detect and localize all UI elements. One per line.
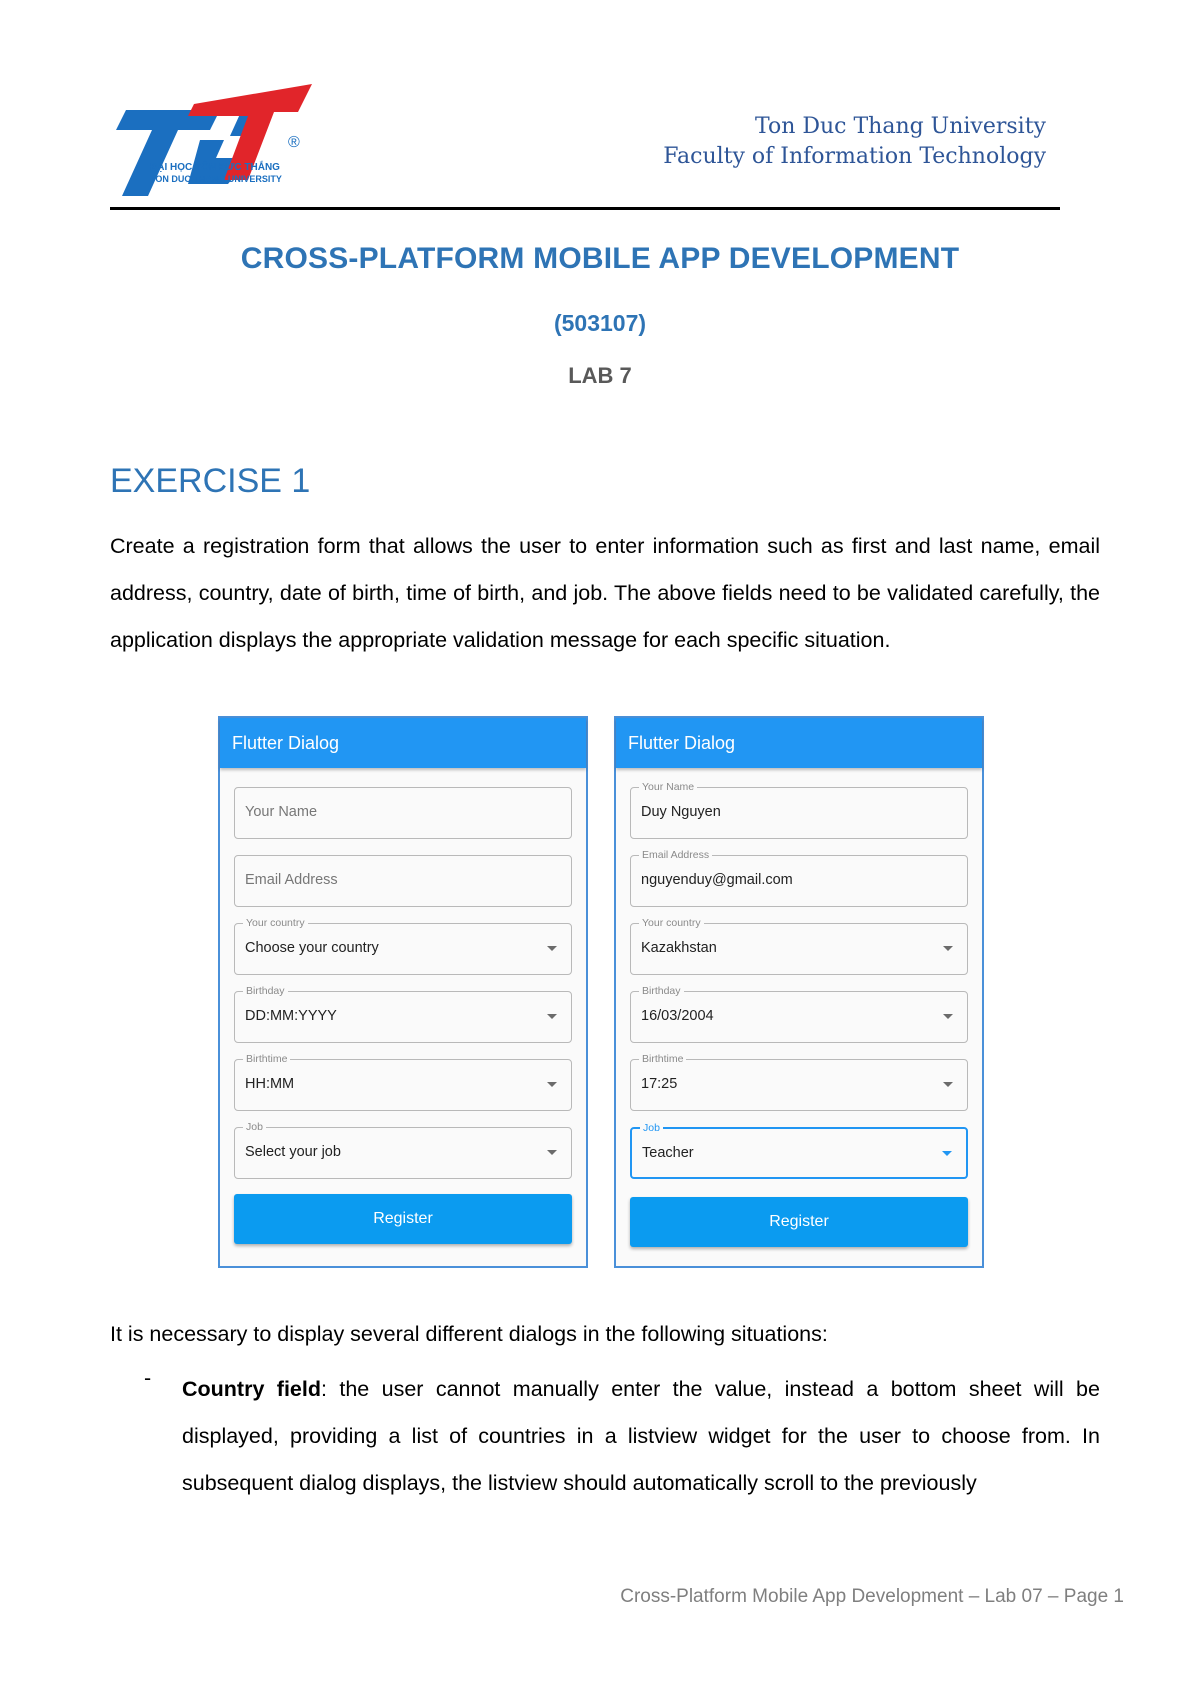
country-value: Kazakhstan — [641, 940, 717, 956]
register-button[interactable]: Register — [630, 1197, 968, 1247]
country-label: Your country — [243, 916, 308, 930]
name-value: Duy Nguyen — [641, 804, 721, 820]
header-divider — [110, 207, 1060, 210]
name-field[interactable] — [630, 781, 968, 839]
email-value: nguyenduy@gmail.com — [641, 872, 793, 888]
university-name: Ton Duc Thang University — [754, 114, 1046, 139]
dropdown-arrow-icon — [943, 1082, 953, 1087]
birthday-value: 16/03/2004 — [641, 1008, 714, 1024]
birthday-value: DD:MM:YYYY — [245, 1008, 337, 1024]
course-code: (503107) — [553, 310, 647, 336]
birthday-dropdown[interactable] — [630, 985, 968, 1043]
country-label: Your country — [639, 916, 704, 930]
birthday-label: Birthday — [639, 984, 684, 998]
lab-number: LAB 7 — [568, 363, 632, 388]
birthday-label: Birthday — [243, 984, 288, 998]
country-dropdown[interactable] — [630, 917, 968, 975]
dropdown-arrow-icon — [942, 1151, 952, 1156]
university-logo — [108, 82, 318, 200]
logo-text-vietnamese: ĐẠI HỌC TÔN ĐỨC THẮNG — [150, 162, 280, 173]
dropdown-arrow-icon — [547, 1150, 557, 1155]
email-placeholder: Email Address — [245, 872, 338, 888]
app-bar: Flutter Dialog — [616, 718, 982, 768]
email-field[interactable] — [630, 849, 968, 907]
birthtime-value: 17:25 — [641, 1076, 678, 1092]
dropdown-arrow-icon — [547, 1082, 557, 1087]
faculty-name: Faculty of Information Technology — [663, 144, 1046, 169]
name-placeholder: Your Name — [245, 804, 318, 820]
birthtime-dropdown[interactable] — [630, 1053, 968, 1111]
job-value: Teacher — [642, 1145, 694, 1161]
name-field[interactable] — [234, 787, 572, 839]
country-value: Choose your country — [245, 940, 379, 956]
screenshot-filled-form — [614, 716, 984, 1268]
dropdown-arrow-icon — [547, 1014, 557, 1019]
app-bar: Flutter Dialog — [220, 718, 586, 768]
registered-mark: ® — [288, 134, 300, 151]
bullet-term: Country field — [182, 1377, 321, 1401]
name-label: Your Name — [639, 780, 697, 794]
course-title: CROSS-PLATFORM MOBILE APP DEVELOPMENT — [240, 242, 960, 275]
country-dropdown[interactable] — [234, 917, 572, 975]
job-dropdown[interactable] — [630, 1122, 968, 1179]
birthtime-label: Birthtime — [639, 1052, 686, 1066]
birthday-dropdown[interactable] — [234, 985, 572, 1043]
situations-intro: It is necessary to display several different dialogs in the following situations: — [110, 1322, 828, 1346]
bullet-text: : the user cannot manually enter the value, instead a bottom sheet will be displayed, providing a list of countries in a listview widget for the user to choose from. In subsequent dialog displays, the listview should automatically scroll to the previously — [182, 1377, 1100, 1495]
country-field-bullet — [182, 1366, 1100, 1507]
email-label: Email Address — [639, 848, 712, 862]
logo-text-english: TON DUC THANG UNIVERSITY — [150, 174, 282, 184]
dropdown-arrow-icon — [943, 946, 953, 951]
register-button[interactable]: Register — [234, 1194, 572, 1244]
job-dropdown[interactable] — [234, 1121, 572, 1179]
exercise-heading: EXERCISE 1 — [110, 462, 311, 500]
email-field[interactable] — [234, 855, 572, 907]
birthtime-label: Birthtime — [243, 1052, 290, 1066]
birthtime-value: HH:MM — [245, 1076, 295, 1092]
institution-block — [663, 112, 1046, 172]
birthtime-dropdown[interactable] — [234, 1053, 572, 1111]
dropdown-arrow-icon — [547, 946, 557, 951]
job-label: Job — [640, 1121, 663, 1135]
screenshot-empty-form — [218, 716, 588, 1268]
page-footer: Cross-Platform Mobile App Development – Lab 07 – Page 1 — [620, 1586, 1124, 1607]
exercise-description: Create a registration form that allows the user to enter information such as first and last name, email address, country, date of birth, time of birth, and job. The above fields need to be validated carefully, the application displays the appropriate validation message for each specific situation. — [110, 534, 1100, 652]
dropdown-arrow-icon — [943, 1014, 953, 1019]
bullet-dash: - — [144, 1366, 152, 1390]
job-label: Job — [243, 1120, 266, 1134]
job-value: Select your job — [245, 1144, 341, 1160]
